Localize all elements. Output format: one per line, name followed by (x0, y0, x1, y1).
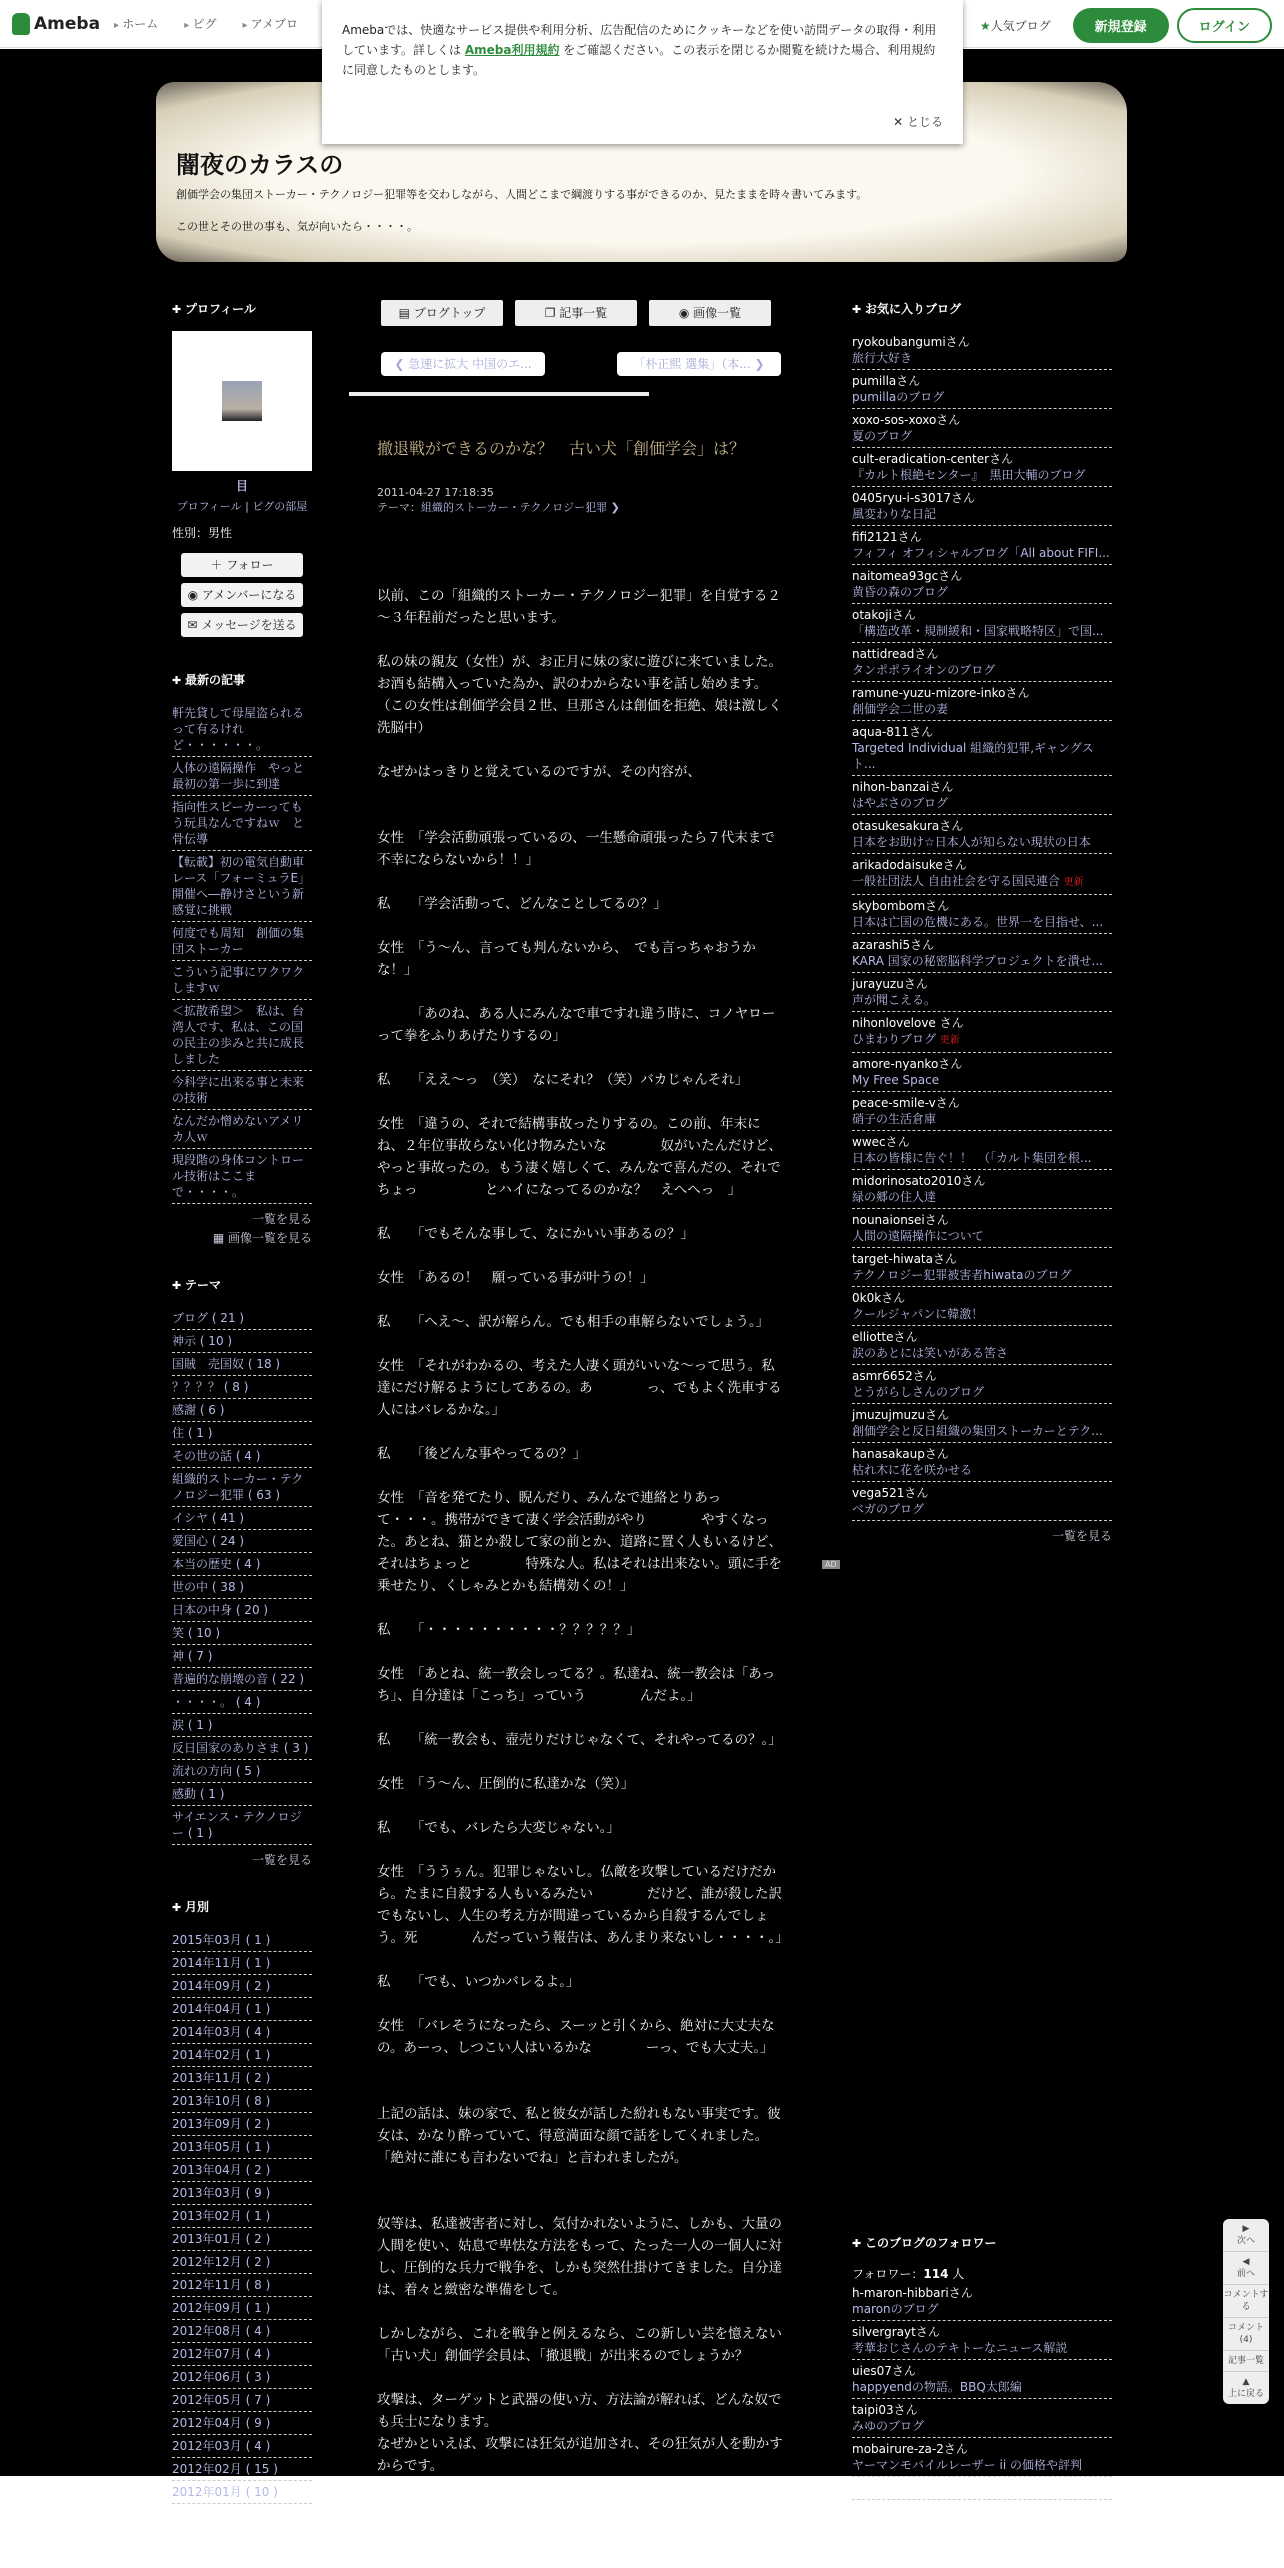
recent-more-link[interactable]: 一覧を見る (251, 1212, 312, 1226)
blog-user[interactable]: nattidreadさん (852, 647, 939, 661)
recent-article-link[interactable]: 軒先貸して母屋盗られるって有るけれど・・・・・・。 (172, 702, 312, 757)
blog-user[interactable]: otasukesakuraさん (852, 819, 964, 833)
blog-list-item (852, 1248, 1112, 1287)
blog-user[interactable]: pumillaさん (852, 374, 921, 388)
favorites-heading: ✚ お気に入りブログ (852, 300, 1112, 317)
theme-link[interactable]: 愛国心 ( 24 ) (172, 1530, 312, 1553)
blog-user[interactable]: azarashi5さん (852, 938, 935, 952)
blog-list-item (852, 2360, 1112, 2399)
title-divider (349, 392, 649, 396)
recent-article-link[interactable]: 現段階の身体コントロール技術はここまで・・・・。 (172, 1149, 312, 1204)
blog-name-link[interactable]: 創価学会と反日組織の集団ストーカーとテク... (852, 1424, 1103, 1438)
month-link[interactable]: 2014年11月 ( 1 ) (172, 1952, 312, 1975)
article-paragraph: 女性 「バレそうになったら、スーッと引くから、絶対に大丈夫なの。あーっ、しつこい人はいるかな ーっ、でも大丈夫。」 (377, 2018, 775, 2056)
theme-link[interactable]: 組織的ストーカー・テクノロジー犯罪 ( 63 ) (172, 1468, 312, 1507)
blog-list-item (852, 1326, 1112, 1365)
month-link[interactable]: 2015年03月 ( 1 ) (172, 1929, 312, 1952)
blog-list-item (852, 1209, 1112, 1248)
blog-list-item (852, 1365, 1112, 1404)
ad-label: AD (822, 1560, 840, 1569)
star-icon: ★ (979, 19, 991, 33)
ameba-logo[interactable]: Ameba (12, 13, 100, 35)
article-paragraph: 女性 「う～ん、言っても判んないから、 でも言っちゃおうかな！」 (377, 940, 756, 978)
favorites-more-link[interactable]: 一覧を見る (1051, 1529, 1112, 1543)
article-paragraph: 以前、この「組織的ストーカー・テクノロジー犯罪」を自覚する２～３年程前だったと思います。 (377, 588, 781, 626)
follow-button[interactable]: ＋ フォロー (181, 553, 303, 577)
blog-list-item (852, 895, 1112, 934)
article-paragraph: 上記の話は、妹の家で、私と彼女が話した紛れもない事実です。彼女は、かなり酔っていて、得意満面な顔で話をしてくれました。「絶対に誰にも言わないでね」と言われましたが。 (377, 2106, 781, 2166)
article-list-float-button[interactable]: 記事一覧 (1223, 2351, 1269, 2372)
theme-link[interactable]: 国賊 売国奴 ( 18 ) (172, 1353, 312, 1376)
month-link[interactable]: 2012年01月 ( 10 ) (172, 2481, 312, 2504)
article-paragraph: 私 「後どんな事やってるの？」 (377, 1446, 587, 1462)
blog-list-item (852, 1287, 1112, 1326)
article-paragraph: なぜかはっきりと覚えているのですが、その内容が、 (377, 764, 701, 780)
blog-list-item (852, 2438, 1112, 2477)
blog-name-link[interactable]: 声が聞こえる。 (852, 993, 937, 1007)
blog-user[interactable]: nounaionseiさん (852, 1213, 949, 1227)
month-link[interactable]: 2012年07月 ( 4 ) (172, 2343, 312, 2366)
cookie-notice: Amebaでは、快適なサービス提供や利用分析、広告配信のためにクッキーなどを使い訪問データの取得・利用しています。詳しくは Ameba利用規約 をご確認ください。この表示を閉じるか閲覧を続けた場合、利用規約に同意したものとします。 ✕ とじる (322, 0, 963, 144)
blog-name-link[interactable]: 日本は亡国の危機にある。世界一を目指せ、... (852, 915, 1104, 929)
blog-name-link[interactable]: 硝子の生活倉庫 (852, 1112, 937, 1126)
month-link[interactable]: 2012年04月 ( 9 ) (172, 2412, 312, 2435)
article-paragraph: 「あのね、ある人にみんなで車ですれ違う時に、コノヤローって拳をふりあげたりするの」 (377, 1006, 776, 1044)
month-link[interactable]: 2012年09月 ( 1 ) (172, 2297, 312, 2320)
cookie-close-button[interactable]: ✕ とじる (893, 115, 943, 129)
blog-list-item (852, 2282, 1112, 2321)
blog-list-item (852, 448, 1112, 487)
blog-list-item (852, 526, 1112, 565)
month-link[interactable]: 2014年02月 ( 1 ) (172, 2044, 312, 2067)
article-paragraph: 奴等は、私達被害者に対し、気付かれないように、しかも、大量の人間を使い、姑息で卑怯な方法をもって、たった一人の一個人に対し、圧倒的な兵力で戦争を、しかも突然仕掛けてきました。自分達は、着々と緻密な準備をして。 (377, 2216, 782, 2298)
followers-list (852, 2282, 1112, 2500)
blog-list-item (852, 776, 1112, 815)
blog-name-link[interactable]: 日本をお助け☆日本人が知らない現状の日本 (852, 835, 1091, 849)
blog-user[interactable]: cult-eradication-centerさん (852, 452, 1014, 466)
theme-link[interactable]: 笑 ( 10 ) (172, 1622, 312, 1645)
nav-pigg[interactable]: ▸ ピグ (184, 15, 216, 32)
blog-name-link[interactable]: ヤーマンモバイルレーザー ii の価格や評判 (852, 2458, 1082, 2472)
blog-list-item (852, 721, 1112, 776)
article-list-button[interactable]: ❐ 記事一覧 (515, 300, 637, 326)
recent-article-link[interactable]: なんだか憎めないアメリカ人ｗ (172, 1110, 312, 1149)
blog-name-link[interactable]: 風変わりな日記 (852, 507, 937, 521)
blog-user[interactable]: uies07さん (852, 2364, 916, 2378)
blog-list-item (852, 370, 1112, 409)
terms-link[interactable]: Ameba利用規約 (464, 43, 560, 57)
article-paragraph: 私 「へえ～、訳が解らん。でも相手の車解らないでしょう。」 (377, 1314, 770, 1330)
nav-home[interactable]: ▸ ホーム (114, 15, 158, 32)
blog-user[interactable]: aqua-811さん (852, 725, 934, 739)
blog-list-item (852, 331, 1112, 370)
month-link[interactable]: 2012年02月 ( 15 ) (172, 2458, 312, 2481)
monthly-list (172, 1929, 312, 2504)
theme-link[interactable]: 住 ( 1 ) (172, 1422, 312, 1445)
blog-user[interactable]: 0405ryu-i-s3017さん (852, 491, 975, 505)
blog-description-2: この世とその世の事も、気が向いたら・・・・。 (176, 220, 418, 233)
blog-name-link[interactable]: 涙のあとには笑いがある筈さ (852, 1346, 1009, 1360)
blog-list-item (852, 1012, 1112, 1053)
blog-name-link[interactable]: pumillaのブログ (852, 390, 945, 404)
blog-list-item (852, 1404, 1112, 1443)
article-theme-link[interactable]: 組織的ストーカー・テクノロジー犯罪 ❯ (421, 501, 620, 514)
blog-list-item (852, 1443, 1112, 1482)
blog-name-link[interactable]: 緑の郷の住人達 (852, 1190, 937, 1204)
popular-blog-link[interactable]: ★人気ブログ (979, 19, 1051, 33)
blog-name-link[interactable]: みゆのブログ (852, 2419, 925, 2433)
theme-link[interactable]: 涙 ( 1 ) (172, 1714, 312, 1737)
theme-link[interactable]: ブログ ( 21 ) (172, 1307, 312, 1330)
theme-link[interactable]: 感動 ( 1 ) (172, 1783, 312, 1806)
blog-list-item (852, 643, 1112, 682)
profile-links[interactable]: プロフィール | ピグの部屋 (176, 500, 308, 513)
article-paragraph: 女性 「ううぅん。犯罪じゃないし。仏敵を攻撃しているだけだから。たまに自殺する人もいるみたい だけど、誰が殺した訳でもないし、人生の考え方が間違っているから自殺するんでしょう。死 んだっていう報告は、あんまり来ないし・・・・。」 (377, 1864, 789, 1946)
article-paragraph: 女性 「う～ん、圧倒的に私達かな（笑）」 (377, 1776, 635, 1792)
theme-link[interactable]: ？？？？ ( 8 ) (172, 1376, 312, 1399)
month-link[interactable]: 2012年06月 ( 3 ) (172, 2366, 312, 2389)
article-paragraph: 女性 「学会活動頑張っているの、一生懸命頑張ったら７代末まで不幸にならないから！！」 (377, 830, 775, 868)
blog-name-link[interactable]: ベガのブログ (852, 1502, 925, 1516)
recent-heading: ✚ 最新の記事 (172, 671, 312, 688)
blog-title[interactable]: 闇夜のカラスの (176, 151, 344, 179)
blog-list-item (852, 854, 1112, 895)
article-date: 2011-04-27 17:18:35 (377, 486, 494, 499)
blog-description: 創価学会の集団ストーカー・テクノロジー犯罪等を交わしながら、人間どこまで綱渡りする事ができるのか、見たままを時々書いてみます。 (176, 188, 868, 201)
blog-user[interactable]: wwecさん (852, 1135, 910, 1149)
month-link[interactable]: 2012年12月 ( 2 ) (172, 2251, 312, 2274)
blog-list-item (852, 2477, 1112, 2500)
month-link[interactable]: 2012年08月 ( 4 ) (172, 2320, 312, 2343)
article-paragraph: 私 「でも、いつかバレるよ。」 (377, 1974, 580, 1990)
theme-link[interactable]: 日本の中身 ( 20 ) (172, 1599, 312, 1622)
month-link[interactable]: 2014年09月 ( 2 ) (172, 1975, 312, 1998)
month-link[interactable]: 2013年05月 ( 1 ) (172, 2136, 312, 2159)
recent-article-link[interactable]: 指向性スピーカーってもう玩具なんですねｗ と骨伝導 (172, 796, 312, 851)
blog-name-link[interactable]: happyendの物語。BBQ太郎編 (852, 2380, 1022, 2394)
blog-user[interactable]: elliotteさん (852, 1330, 918, 1344)
theme-link[interactable]: 神示 ( 10 ) (172, 1330, 312, 1353)
blog-list-item (852, 934, 1112, 973)
updated-badge: 更新 (1063, 877, 1084, 888)
floating-nav (1223, 2219, 1269, 2404)
month-link[interactable]: 2013年04月 ( 2 ) (172, 2159, 312, 2182)
blog-list-item (852, 1053, 1112, 1092)
article-paragraph: 私 「でもそんな事して、なにかいい事あるの？」 (377, 1226, 694, 1242)
blog-list-item (852, 1131, 1112, 1170)
monthly-heading: ✚ 月別 (172, 1898, 312, 1915)
blog-user[interactable]: nemu0-5nemuさん (852, 2481, 965, 2495)
next-article-button[interactable]: 「朴正煕 選集」（本... ❯ (617, 352, 781, 376)
month-link[interactable]: 2013年11月 ( 2 ) (172, 2067, 312, 2090)
theme-link[interactable]: 普遍的な崩壊の音 ( 22 ) (172, 1668, 312, 1691)
blog-name-link[interactable]: 『カルト根絶センター』 黒田大輔のブログ (852, 468, 1086, 482)
comment-button[interactable]: コメントする (1223, 2285, 1269, 2318)
blog-user[interactable]: ramune-yuzu-mizore-inkoさん (852, 686, 1030, 700)
images-more-link[interactable]: ▦ 画像一覧を見る (212, 1231, 312, 1245)
blog-name-link[interactable]: 「構造改革・規制緩和・国家戦略特区」で国... (852, 624, 1104, 638)
blog-list-item (852, 682, 1112, 721)
blog-user[interactable]: otakojiさん (852, 608, 916, 622)
recent-article-link[interactable]: 【転載】初の電気自動車レース「フォーミュラE」開催へ―静けさという新感覚に挑戦 (172, 851, 312, 922)
article-paragraph: 女性 「それがわかるの、考えた人凄く頭がいいな～って思う。私達にだけ解るようにしてあるの。あ っ、でもよく洗車する人にはバレるかな。」 (377, 1358, 782, 1418)
article-paragraph: 女性 「あるの！ 願っている事が叶うの！」 (377, 1270, 654, 1286)
month-link[interactable]: 2012年05月 ( 7 ) (172, 2389, 312, 2412)
blog-list-item (852, 565, 1112, 604)
blog-list-item (852, 1092, 1112, 1131)
month-link[interactable]: 2013年01月 ( 2 ) (172, 2228, 312, 2251)
next-button[interactable]: ▶ 次へ (1223, 2219, 1269, 2252)
blog-user[interactable]: nihon-banzaiさん (852, 780, 954, 794)
image-list-button[interactable]: ◉ 画像一覧 (649, 300, 771, 326)
blog-name-link[interactable]: ひまわりブログ (852, 1032, 937, 1046)
avatar (222, 381, 262, 421)
recent-article-link[interactable]: こういう記事にワクワクしますｗ (172, 961, 312, 1000)
blog-user[interactable]: ryokoubangumiさん (852, 335, 970, 349)
blog-name-link[interactable]: テクノロジー犯罪被害者hiwataのブログ (852, 1268, 1072, 1282)
blog-user[interactable]: vega521さん (852, 1486, 929, 1500)
favorite-blogs-list (852, 331, 1112, 1521)
article-paragraph: 私 「統一教会も、壺売りだけじゃなくて、それやってるの？。」 (377, 1732, 782, 1748)
blog-user[interactable]: peace-smile-vさん (852, 1096, 960, 1110)
blog-name-link[interactable]: はやぶさのブログ (852, 796, 949, 810)
theme-link[interactable]: 流れの方向 ( 5 ) (172, 1760, 312, 1783)
themes-heading: ✚ テーマ (172, 1276, 312, 1293)
blog-list-item (852, 1170, 1112, 1209)
themes-list (172, 1307, 312, 1845)
article-paragraph: 私 「・・・・・・・・・・？？？？？」 (377, 1622, 641, 1638)
month-link[interactable]: 2014年04月 ( 1 ) (172, 1998, 312, 2021)
recent-article-link[interactable]: 人体の遠隔操作 やっと最初の第一歩に到達 (172, 757, 312, 796)
blog-list-item (852, 409, 1112, 448)
theme-link[interactable]: 世の中 ( 38 ) (172, 1576, 312, 1599)
followers-heading: ✚ このブログのフォロワー (852, 2234, 1112, 2251)
blog-user[interactable]: jurayuzuさん (852, 977, 928, 991)
blog-list-item (852, 1482, 1112, 1521)
theme-link[interactable]: その世の話 ( 4 ) (172, 1445, 312, 1468)
blog-name-link[interactable]: 日本の皆様に告ぐ！！ （「カルト集団を根... (852, 1151, 1092, 1165)
blog-name-link[interactable]: 旅行大好き (852, 351, 913, 365)
article-paragraph: 私 「学会活動って、どんなことしてるの？」 (377, 896, 667, 912)
article-body (377, 585, 787, 2477)
article-paragraph: 私の妹の親友（女性）が、お正月に妹の家に遊びに来ていました。お酒も結構入っていた為か、訳のわからない事を話し始めます。（この女性は創価学会員２世、旦那さんは創価を拒絶、娘は激しく洗脳中） (377, 654, 782, 736)
amember-button[interactable]: ◉ アメンバーになる (181, 583, 303, 607)
nav-ameblo[interactable]: ▸ アメブロ (242, 15, 297, 32)
profile-image[interactable] (172, 331, 312, 471)
blog-top-button[interactable]: ▤ ブログトップ (381, 300, 503, 326)
blog-list-item (852, 604, 1112, 643)
blog-list-item (852, 487, 1112, 526)
blog-list-item (852, 973, 1112, 1012)
theme-link[interactable]: 本当の歴史 ( 4 ) (172, 1553, 312, 1576)
left-sidebar (172, 300, 312, 2504)
month-link[interactable]: 2012年03月 ( 4 ) (172, 2435, 312, 2458)
blog-user[interactable]: taipi03さん (852, 2403, 918, 2417)
blog-list-item (852, 2321, 1112, 2360)
blog-name-link[interactable]: とうがらしさんのブログ (852, 1385, 985, 1399)
article-paragraph: 攻撃は、ターゲットと武器の使い方、方法論が解れば、どんな奴でも兵士になります。 なぜかといえば、攻撃には狂気が追加され、その狂気が人を動かすからです。 (377, 2392, 783, 2474)
article-column (349, 300, 789, 2499)
theme-link[interactable]: 感謝 ( 6 ) (172, 1399, 312, 1422)
theme-link[interactable]: 神 ( 7 ) (172, 1645, 312, 1668)
recent-article-link[interactable]: 今科学に出来る事と未来の技術 (172, 1071, 312, 1110)
blog-name-link[interactable]: KARA 国家の秘密脳科学プロジェクトを潰せ... (852, 954, 1103, 968)
blog-name-link[interactable]: クールジャパンに韓激！ (852, 1307, 984, 1321)
article-title[interactable]: 撤退戦ができるのかな？ 古い犬「創価学会」は？ (377, 439, 746, 458)
blog-list-item (852, 2399, 1112, 2438)
back-to-top-button[interactable]: ▲ 上に戻る (1227, 2377, 1264, 2399)
blog-list-item (852, 815, 1112, 854)
month-link[interactable]: 2013年10月 ( 8 ) (172, 2090, 312, 2113)
updated-badge: 更新 (939, 1035, 960, 1046)
article-paragraph: 私 「でも、バレたら大変じゃない。」 (377, 1820, 620, 1836)
blog-user[interactable]: skybombomさん (852, 899, 950, 913)
blog-user[interactable]: mobairure-za-2さん (852, 2442, 968, 2456)
recent-articles-list (172, 702, 312, 1204)
blog-user[interactable]: amore-nyankoさん (852, 1057, 963, 1071)
article-paragraph: 女性 「あとね、統一教会しってる？。私達ね、統一教会は「あっち」、自分達は「こっち」っていう んだよ。」 (377, 1666, 776, 1704)
recent-article-link[interactable]: ＜拡散希望＞ 私は、台湾人です、私は、この国の民主の歩みと共に成長しました (172, 1000, 312, 1071)
profile-heading: ✚ プロフィール (172, 300, 312, 317)
blog-name-link[interactable]: 人間の遠隔操作について (852, 1229, 984, 1243)
article-paragraph: しかしながら、これを戦争と例えるなら、この新しい芸を憶えない「古い犬」創価学会員は、「撤退戦」が出来るのでしょうか？ (377, 2326, 782, 2364)
blog-name-link[interactable]: Targeted Individual 組織的犯罪,ギャングスト... (852, 741, 1094, 771)
article-paragraph: 女性 「違うの、それで結構事故ったりするの。この前、年末にね、２年位事故らない化け物みたいな 奴がいたんだけど、やっと事故ったの。もう凄く嬉しくて、みんなで喜んだの、それでちょっ とハイになってるのかな？ えへへっ 」 (377, 1116, 782, 1198)
recent-article-link[interactable]: 何度でも周知 創価の集団ストーカー (172, 922, 312, 961)
blog-name-link[interactable]: 枯れ木に花を咲かせる (852, 1463, 973, 1477)
image-icon: ▦ (212, 1231, 228, 1245)
month-link[interactable]: 2012年11月 ( 8 ) (172, 2274, 312, 2297)
theme-label: テーマ： (377, 501, 421, 514)
blog-user[interactable]: jmuzujmuzuさん (852, 1408, 950, 1422)
theme-link[interactable]: 反日国家のありさま ( 3 ) (172, 1737, 312, 1760)
month-link[interactable]: 2013年02月 ( 1 ) (172, 2205, 312, 2228)
prev-button[interactable]: ◀ 前へ (1223, 2252, 1269, 2285)
themes-more-link[interactable]: 一覧を見る (251, 1853, 312, 1867)
blog-user[interactable]: arikadodaisukeさん (852, 858, 967, 872)
comments-button[interactable]: コメント(4) (1223, 2318, 1269, 2351)
blog-user[interactable]: xoxo-sos-xoxoさん (852, 413, 961, 427)
message-button[interactable]: ✉ メッセージを送る (181, 613, 303, 637)
blog-user[interactable]: silvergraytさん (852, 2325, 940, 2339)
register-button[interactable]: 新規登録 (1073, 8, 1169, 43)
profile-name[interactable]: 目 (235, 479, 248, 493)
blog-name-link[interactable]: maronのブログ (852, 2302, 939, 2316)
theme-link[interactable]: ・・・・。 ( 4 ) (172, 1691, 312, 1714)
month-link[interactable]: 2014年03月 ( 4 ) (172, 2021, 312, 2044)
right-sidebar (825, 300, 1112, 2500)
month-link[interactable]: 2013年09月 ( 2 ) (172, 2113, 312, 2136)
profile-gender: 性別：男性 (172, 526, 233, 540)
ameba-frog-icon (12, 13, 30, 35)
article-paragraph: 私 「ええ～っ （笑） なにそれ？（笑）バカじゃんそれ」 (377, 1072, 749, 1088)
blog-user[interactable]: target-hiwataさん (852, 1252, 957, 1266)
blog-name-link[interactable]: 創価学会二世の妻 (852, 702, 949, 716)
follower-count: フォロワー：114 人 (852, 2267, 965, 2281)
blog-name-link[interactable]: タンポポライオンのブログ (852, 663, 996, 677)
blog-user[interactable]: hanasakaupさん (852, 1447, 949, 1461)
blog-user[interactable]: h-maron-hibbariさん (852, 2286, 973, 2300)
theme-link[interactable]: イシヤ ( 41 ) (172, 1507, 312, 1530)
blog-user[interactable]: midorinosato2010さん (852, 1174, 986, 1188)
blog-name-link[interactable]: 考華おじさんのテキトーなニュース解説 (852, 2341, 1068, 2355)
blog-user[interactable]: fifi2121さん (852, 530, 922, 544)
blog-user[interactable]: nihonlovelove さん (852, 1016, 964, 1030)
blog-user[interactable]: 0k0kさん (852, 1291, 906, 1305)
blog-user[interactable]: asmr6652さん (852, 1369, 937, 1383)
blog-name-link[interactable]: 黄昏の森のブログ (852, 585, 949, 599)
month-link[interactable]: 2013年03月 ( 9 ) (172, 2182, 312, 2205)
blog-user[interactable]: naitomea93gcさん (852, 569, 963, 583)
blog-name-link[interactable]: My Free Space (852, 1073, 940, 1087)
login-button[interactable]: ログイン (1177, 8, 1272, 43)
blog-name-link[interactable]: 夏のブログ (852, 429, 913, 443)
article-paragraph: 女性 「音を発てたり、睨んだり、みんなで連絡とりあって・・・。携帯ができて凄く学会活動がやり やすくなった。あとね、猫とか殺して家の前とか、道路に置く人もいるけど、それはちょっと 特殊な人。私はそれは出来ない。頭に手を乗せたり、くしゃみとかも結構効くの！」 (377, 1490, 782, 1594)
blog-name-link[interactable]: フィフィ オフィシャルブログ「All about FIFI... (852, 546, 1110, 560)
theme-link[interactable]: サイエンス・テクノロジー ( 1 ) (172, 1806, 312, 1845)
prev-article-button[interactable]: ❮ 急速に拡大 中国のエ... (381, 352, 545, 376)
blog-name-link[interactable]: 一般社団法人 自由社会を守る国民連合 (852, 874, 1060, 888)
